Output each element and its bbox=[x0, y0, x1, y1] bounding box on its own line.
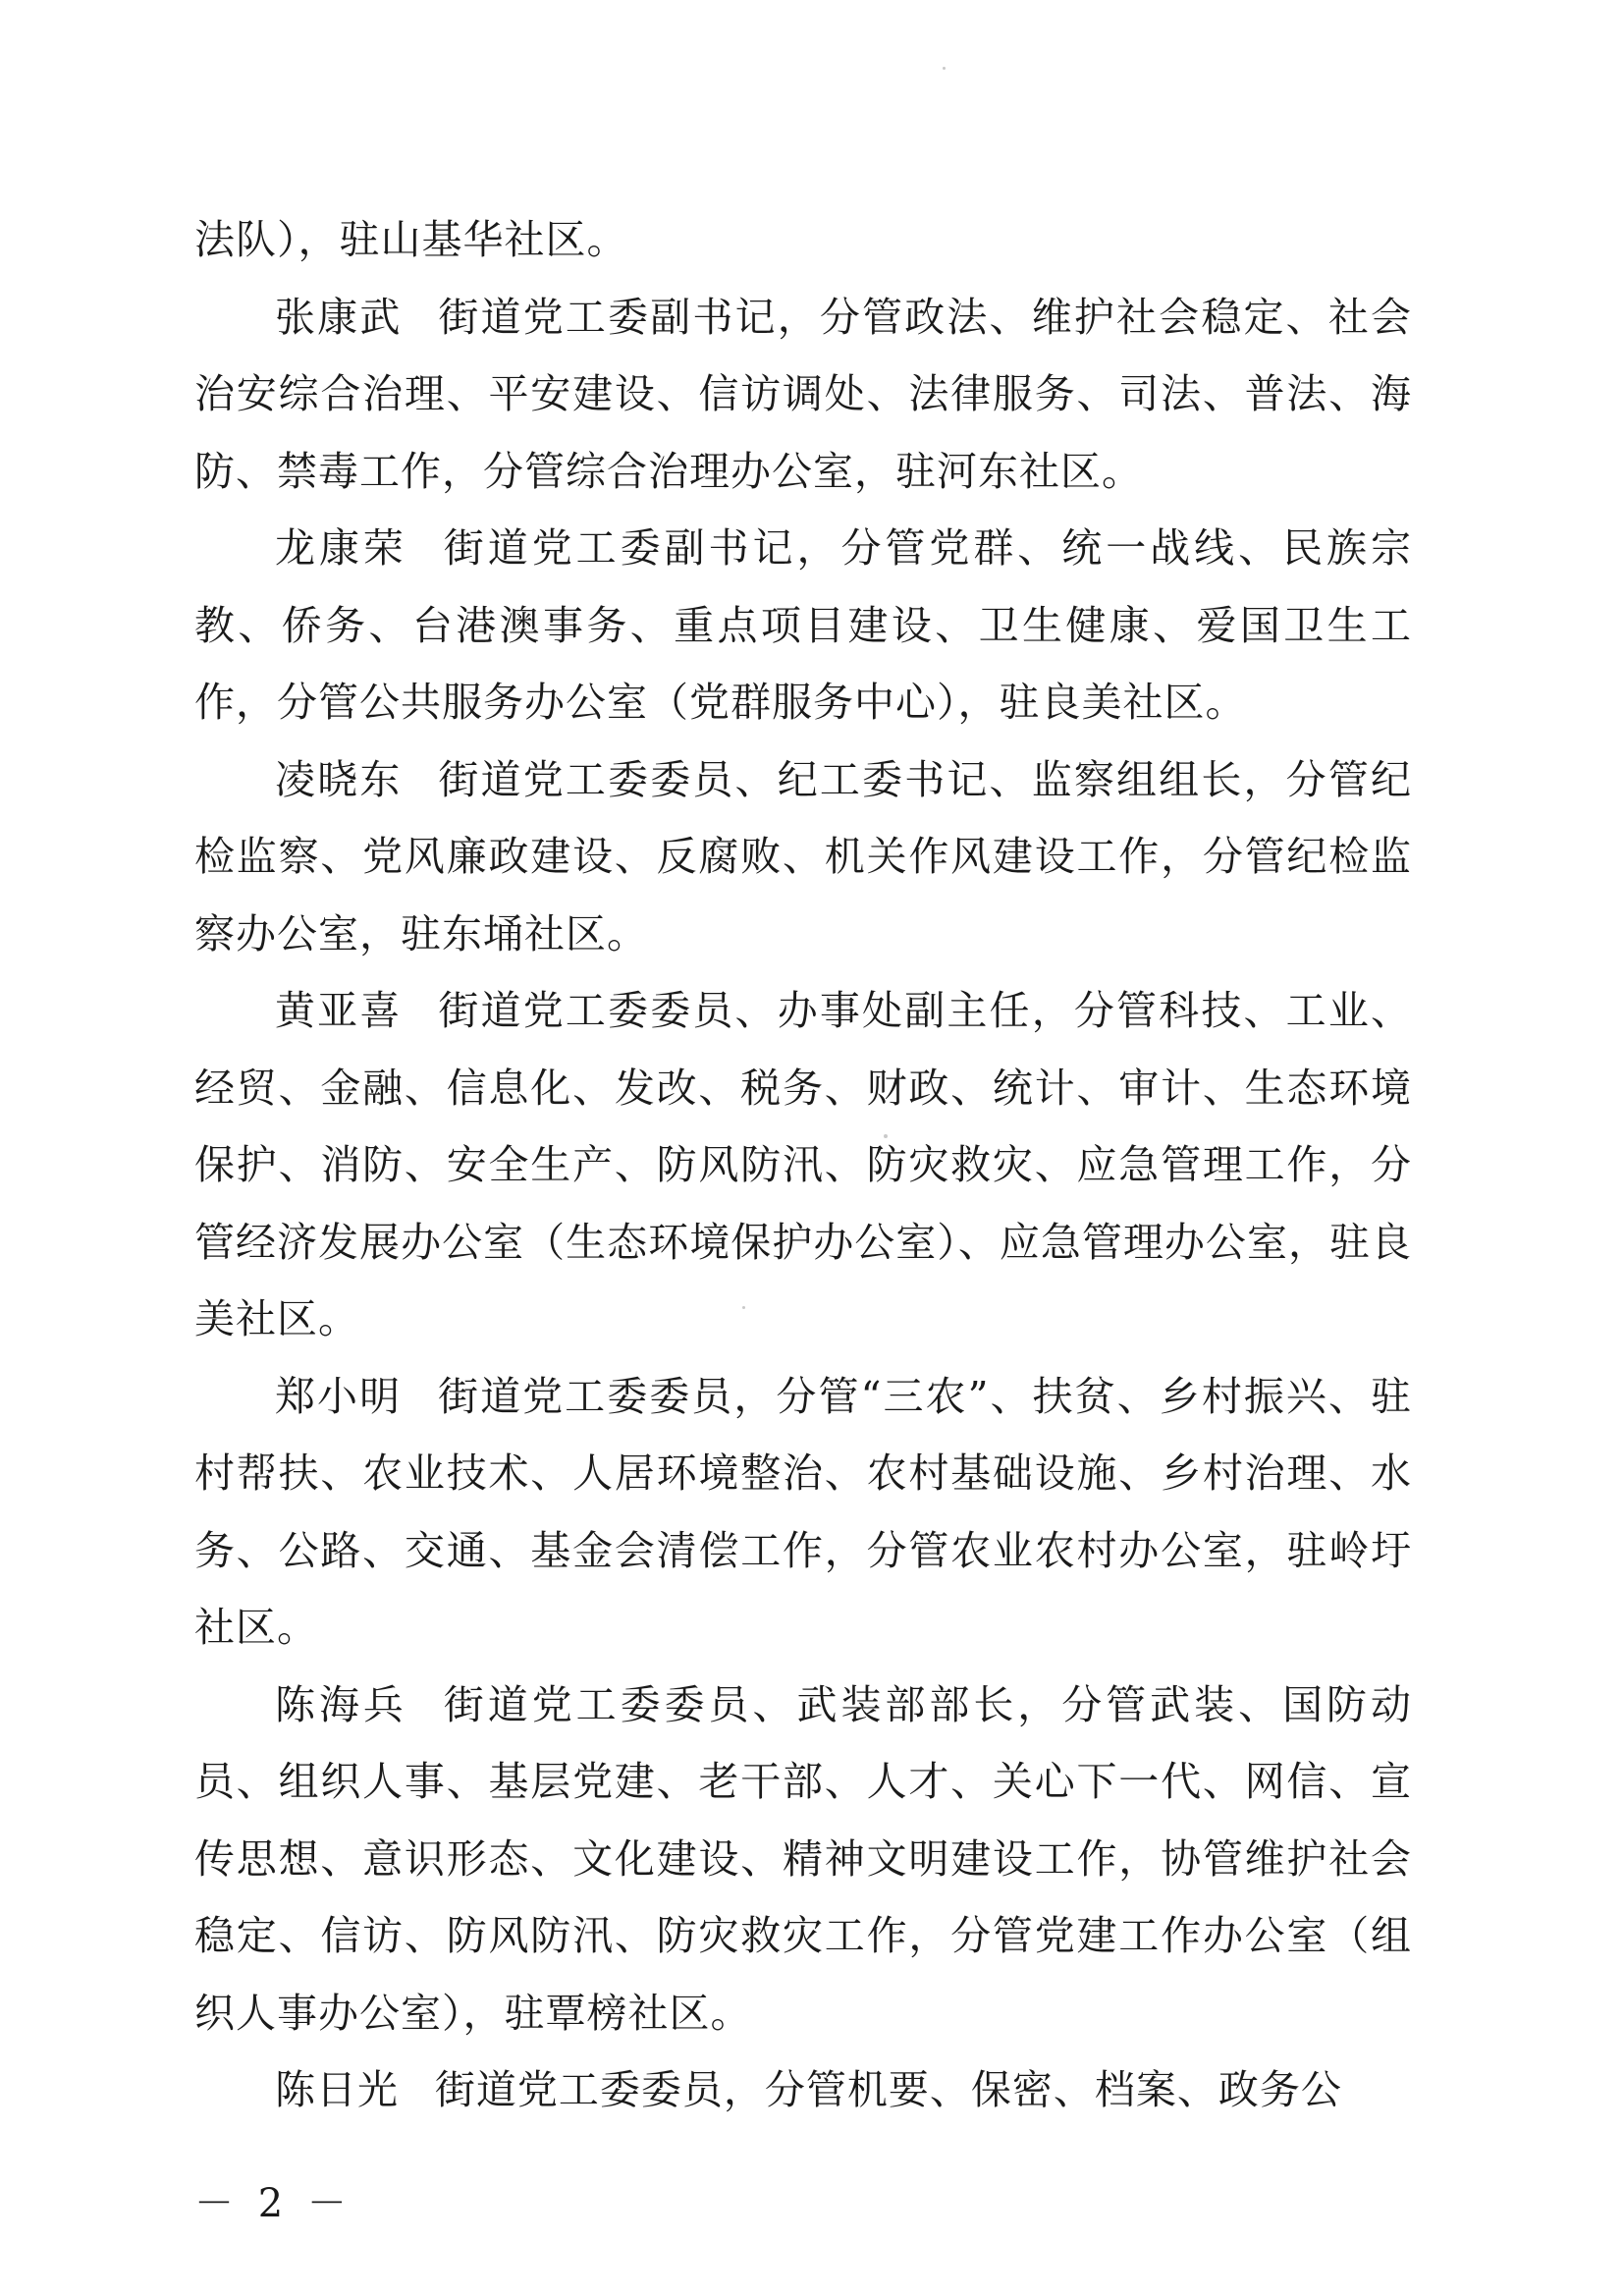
person-name: 陈日光 bbox=[275, 2066, 399, 2113]
person-name: 凌晓东 bbox=[275, 755, 403, 803]
entry-paragraph bbox=[194, 2051, 1412, 2129]
body-text bbox=[194, 201, 1412, 2129]
scan-speck bbox=[884, 1134, 888, 1138]
entry-paragraph bbox=[194, 1358, 1412, 1667]
person-name: 龙康荣 bbox=[275, 524, 407, 572]
scan-speck bbox=[742, 1306, 745, 1309]
person-duties: 街道党工委委员、纪工委书记、监察组组长，分管纪检监察、党风廉政建设、反腐败、机关作风建设工作，分管纪检监察办公室，驻东埇社区。 bbox=[194, 755, 1413, 957]
person-duties: 街道党工委委员、办事处副主任，分管科技、工业、经贸、金融、信息化、发改、税务、财政、统计、审计、生态环境保护、消防、安全生产、防风防汛、防灾救灾、应急管理工作，分管经济发展办公室（生态环境保护办公室）、应急管理办公室，驻良美社区。 bbox=[194, 987, 1413, 1342]
scan-speck bbox=[943, 67, 946, 70]
person-duties: 街道党工委委员、武装部部长，分管武装、国防动员、组织人事、基层党建、老干部、人才、关心下一代、网信、宣传思想、意识形态、文化建设、精神文明建设工作，协管维护社会稳定、信访、防风防汛、防灾救灾工作，分管党建工作办公室（组织人事办公室），驻覃榜社区。 bbox=[194, 1680, 1412, 2037]
person-duties: 街道党工委副书记，分管政法、维护社会稳定、社会治安综合治理、平安建设、信访调处、法律服务、司法、普法、海防、禁毒工作，分管综合治理办公室，驻河东社区。 bbox=[194, 293, 1413, 495]
continuation-paragraph: 法队），驻山基华社区。 bbox=[194, 216, 628, 263]
page-number: － 2 － bbox=[194, 2181, 352, 2226]
person-name: 黄亚喜 bbox=[275, 987, 403, 1034]
entry-paragraph bbox=[194, 972, 1412, 1358]
person-duties: 街道党工委委员，分管机要、保密、档案、政务公 bbox=[434, 2066, 1342, 2113]
person-name: 陈海兵 bbox=[275, 1680, 407, 1728]
person-duties: 街道党工委委员，分管“三农”、扶贫、乡村振兴、驻村帮扶、农业技术、人居环境整治、农村基础设施、乡村治理、水务、公路、交通、基金会清偿工作，分管农业农村办公室，驻岭圩社区。 bbox=[194, 1372, 1413, 1651]
person-duties: 街道党工委副书记，分管党群、统一战线、民族宗教、侨务、台港澳事务、重点项目建设、卫生健康、爱国卫生工作，分管公共服务办公室（党群服务中心），驻良美社区。 bbox=[194, 524, 1412, 726]
person-name: 张康武 bbox=[275, 293, 403, 341]
entry-paragraph bbox=[194, 279, 1412, 511]
person-name: 郑小明 bbox=[275, 1372, 403, 1420]
entry-paragraph bbox=[194, 1667, 1412, 2052]
entry-paragraph bbox=[194, 510, 1412, 741]
entry-paragraph bbox=[194, 741, 1412, 973]
